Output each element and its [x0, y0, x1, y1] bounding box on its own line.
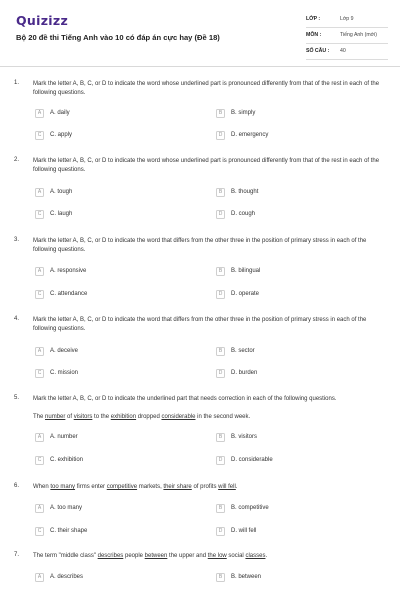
question-number: 4.	[14, 316, 20, 322]
meta-question-count-label: SỐ CÂU :	[306, 48, 330, 54]
underlined-part: between	[144, 553, 168, 559]
sentence-fragment: When	[33, 484, 51, 490]
option-text: B. bilingual	[231, 268, 261, 274]
question-number: 7.	[14, 552, 20, 558]
option-letter-box: D	[216, 290, 225, 299]
underlined-part: exhibition	[110, 414, 137, 420]
underlined-part: considerable	[161, 414, 196, 420]
option-text: A. tough	[50, 189, 73, 195]
question-number: 6.	[14, 483, 20, 489]
sentence-fragment: to the	[92, 414, 111, 420]
option-letter-box: C	[35, 369, 44, 378]
option-text: C. laugh	[50, 211, 73, 217]
option-text: D. operate	[231, 291, 260, 297]
option-letter-box: C	[35, 131, 44, 140]
option-text: D. burden	[231, 370, 258, 376]
option-text: B. sector	[231, 348, 255, 354]
option-letter-box: C	[35, 210, 44, 219]
meta-question-count	[306, 44, 388, 60]
underlined-part: classes	[245, 553, 266, 559]
option-letter-box: B	[216, 109, 225, 118]
underlined-part: too many	[50, 484, 76, 490]
question-number: 1.	[14, 80, 20, 86]
sentence-fragment: The	[33, 414, 46, 420]
option-text: A. daily	[50, 110, 70, 116]
option-letter-box: A	[35, 347, 44, 356]
error-sentence	[33, 483, 388, 491]
question-number: 3.	[14, 237, 20, 243]
option-text: A. responsive	[50, 268, 87, 274]
option-letter-box: B	[216, 188, 225, 197]
option-letter-box: A	[35, 573, 44, 582]
sentence-fragment: The term "middle class"	[33, 553, 98, 559]
question-text: Mark the letter A, B, C, or D to indicate the word whose underlined part is pronounced differently from that of the rest in each of the following questions.	[33, 158, 380, 173]
option-letter-box: B	[216, 267, 225, 276]
sentence-fragment: people	[123, 553, 145, 559]
option-text: D. emergency	[231, 132, 269, 138]
question-text: Mark the letter A, B, C, or D to indicate the word whose underlined part is pronounced differently from that of the rest in each of the following questions.	[33, 81, 380, 96]
sentence-fragment: dropped	[136, 414, 162, 420]
header-divider	[0, 66, 400, 67]
option-text: C. apply	[50, 132, 73, 138]
meta-class-label: LỚP :	[306, 16, 321, 22]
sentence-fragment: .	[265, 553, 268, 559]
question-text: Mark the letter A, B, C, or D to indicate the word that differs from the other three in the position of primary stress in each of the following questions.	[33, 317, 367, 332]
worksheet-header	[0, 0, 400, 62]
sentence-fragment: of	[65, 414, 74, 420]
option-letter-box: A	[35, 433, 44, 442]
meta-subject	[306, 28, 388, 44]
option-letter-box: D	[216, 131, 225, 140]
question-number: 2.	[14, 157, 20, 163]
sentence-fragment: social	[226, 553, 246, 559]
option-letter-box: D	[216, 456, 225, 465]
question-text: Mark the letter A, B, C, or D to indicate the word that differs from the other three in the position of primary stress in each of the following questions.	[33, 238, 367, 253]
option-text: B. visitors	[231, 434, 258, 440]
option-text: C. attendance	[50, 291, 88, 297]
meta-subject-value: Tiếng Anh (mới)	[340, 32, 377, 38]
option-letter-box: A	[35, 109, 44, 118]
option-letter-box: C	[35, 290, 44, 299]
option-text: A. describes	[50, 574, 84, 580]
option-text: A. deceive	[50, 348, 79, 354]
sentence-fragment: .	[235, 484, 238, 490]
option-text: B. thought	[231, 189, 259, 195]
sentence-fragment: the upper and	[167, 553, 208, 559]
underlined-part: number	[45, 414, 66, 420]
underlined-part: will fell	[218, 484, 236, 490]
option-text: C. their shape	[50, 528, 88, 534]
option-letter-box: B	[216, 433, 225, 442]
quizizz-logo: Quizizz	[16, 13, 69, 28]
underlined-part: their share	[163, 484, 192, 490]
worksheet-title: Bộ 20 đề thi Tiếng Anh vào 10 có đáp án cực hay (Đề 18)	[16, 33, 220, 42]
underlined-part: competitive	[106, 484, 138, 490]
option-letter-box: A	[35, 504, 44, 513]
option-letter-box: D	[216, 527, 225, 536]
option-text: D. cough	[231, 211, 256, 217]
option-letter-box: D	[216, 369, 225, 378]
question-number: 5.	[14, 395, 20, 401]
option-letter-box: A	[35, 188, 44, 197]
option-letter-box: B	[216, 573, 225, 582]
sentence-fragment: in the second week.	[195, 414, 251, 420]
question-text: Mark the letter A, B, C, or D to indicate the underlined part that needs correction in each of the following questions.	[33, 396, 337, 402]
meta-question-count-value: 40	[340, 48, 346, 54]
meta-class-value: Lớp 9	[340, 16, 354, 22]
option-text: C. mission	[50, 370, 79, 376]
option-text: D. will fell	[231, 528, 257, 534]
underlined-part: the low	[207, 553, 227, 559]
option-text: B. competitive	[231, 505, 269, 511]
sentence-fragment: firms enter	[75, 484, 107, 490]
option-letter-box: A	[35, 267, 44, 276]
option-text: D. considerable	[231, 457, 273, 463]
sentence-fragment: of profits	[191, 484, 219, 490]
error-sentence	[33, 413, 388, 421]
underlined-part: describes	[97, 553, 124, 559]
option-text: A. too many	[50, 505, 83, 511]
option-text: B. between	[231, 574, 262, 580]
option-text: A. number	[50, 434, 78, 440]
option-text: C. exhibition	[50, 457, 84, 463]
option-text: B. simply	[231, 110, 256, 116]
option-letter-box: C	[35, 527, 44, 536]
option-letter-box: B	[216, 347, 225, 356]
option-letter-box: D	[216, 210, 225, 219]
error-sentence	[33, 552, 388, 560]
meta-subject-label: MÔN :	[306, 32, 322, 38]
option-letter-box: C	[35, 456, 44, 465]
underlined-part: visitors	[73, 414, 93, 420]
option-letter-box: B	[216, 504, 225, 513]
meta-class	[306, 12, 388, 28]
sentence-fragment: markets,	[137, 484, 164, 490]
